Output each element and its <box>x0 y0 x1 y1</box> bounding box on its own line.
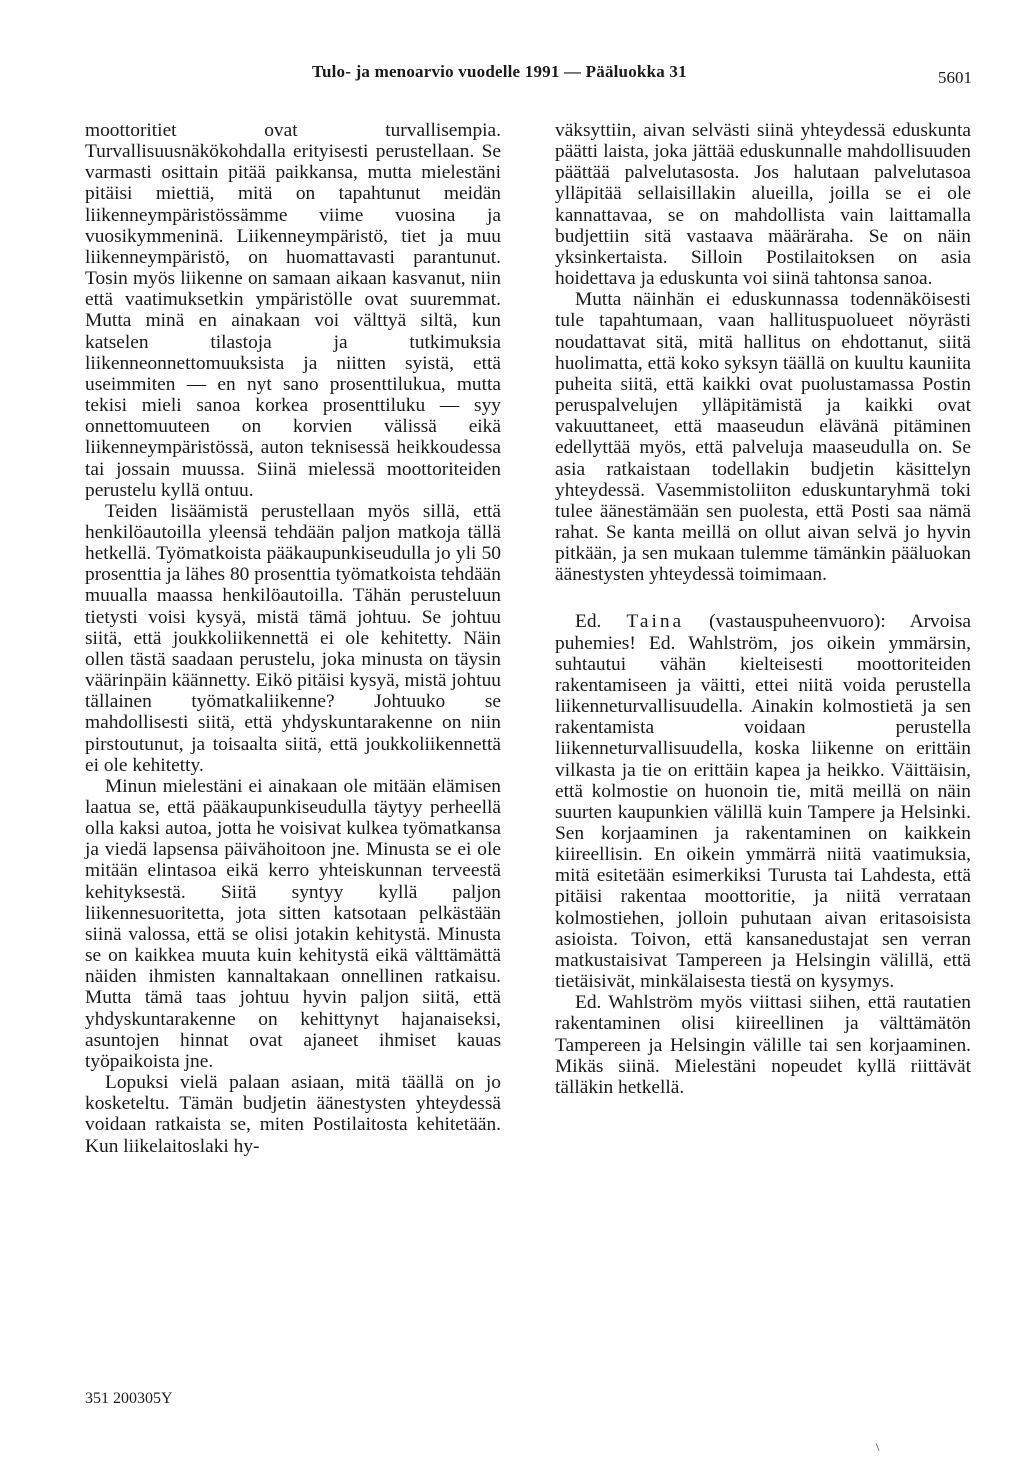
paragraph: Teiden lisäämistä perustellaan myös sillä, että henkilöautoilla yleensä tehdään paljon matkoja tällä hetkellä. Työmatkoista pääkaupunkiseudulla jo yli 50 prosenttia ja lähes 80 prosenttia työmatkoista tehdään muualla maassa henkilöautoilla. Tähän perusteluun tietysti voisi kysyä, mistä tämä johtuu. Se johtuu siitä, että joukkoliikennettä ei ole kehitetty. Näin ollen tästä saadaan perustelu, joka minusta on täysin väärinpäin käännetty. Eikö pitäisi kysyä, mistä johtuu tällainen työmatkaliikenne? Johtuuko se mahdollisesti siitä, että yhdyskuntarakenne on niin pirstoutunut, ja toisaalta siitä, että joukkoliikennettä ei ole kehitetty. <box>85 500 501 776</box>
paragraph: Ed. Wahlström myös viittasi siihen, että rautatien rakentaminen olisi kiireellinen ja välttämätön Tampereen ja Helsingin välille tai sen korjaaminen. Mikäs siinä. Mielestäni nopeudet kyllä riittävät tälläkin hetkellä. <box>555 992 971 1098</box>
stray-mark: \ <box>876 1440 880 1454</box>
print-code: 351 200305Y <box>85 1390 173 1407</box>
left-column <box>85 120 501 1157</box>
paragraph: väksyttiin, aivan selvästi siinä yhteydessä eduskunta päätti laista, joka jättää eduskunnalle mahdollisuuden päättää palvelutasosta. Jos halutaan palvelutasoa ylläpitää sellaisillakin alueilla, joilla se ei ole kannattavaa, se on mahdollista vain laittamalla budjettiin sitä vastaava määräraha. Se on näin yksinkertaista. Silloin Postilaitoksen on asia hoidettava ja eduskunta voi siinä tahtonsa sanoa. <box>555 120 971 290</box>
right-column <box>555 120 971 1098</box>
running-head: Tulo- ja menoarvio vuodelle 1991 — Pääluokka 31 <box>312 62 687 81</box>
page-number: 5601 <box>938 68 972 87</box>
speech-text: (vastauspuheenvuoro): Arvoisa puhemies! Ed. Wahlström, jos oikein ymmärsin, suhtautui vähän kielteisesti moottoriteiden rakentamiseen ja väitti, ettei niitä voida perustella liikenneturvallisuudella. Ainakin kolmostietä ja sen rakentamista voidaan perustella liikenneturvallisuudella, koska liikenne on erittäin vilkasta ja tie on erittäin kapea ja heikko. Väittäisin, että kolmostie on huonoin tie, mitä meillä on näin suurten kaupunkien välillä kuin Tampere ja Helsinki. Sen korjaaminen ja rakentaminen on kaikkein kiireellisin. En oikein ymmärrä niitä vaatimuksia, mitä esitetään esimerkiksi Turusta tai Lahdesta, että pitäisi rakentaa moottoritie, ja niitä verrataan kolmostiehen, jolloin puhutaan aivan eritasoisista asioista. Toivon, että kansanedustajat sen verran matkustaisivat Tampereen ja Helsingin välillä, että tietäisivät, minkälaisesta tiestä on kysymys. <box>555 611 971 993</box>
paragraph: Minun mielestäni ei ainakaan ole mitään elämisen laatua se, että pääkaupunkiseudulla täytyy perheellä olla kaksi autoa, jotta he voisivat kulkea työmatkansa ja viedä lapsensa päivähoitoon jne. Minusta se ei ole mitään elintasoa eikä kerro yhteiskunnan terveestä kehityksestä. Siitä syntyy kyllä paljon liikennesuoritetta, jota sitten katsotaan pelkästään siinä valossa, että se olisi jotakin kehitystä. Minusta se on kaikkea muuta kuin kehitystä eikä välttämättä näiden ihmisten kannaltakaan onnellinen ratkaisu. Mutta tämä taas johtuu hyvin paljon siitä, että yhdyskuntarakenne on kehittynyt hajanaiseksi, asuntojen hinnat ovat ajaneet ihmiset kauas työpaikoista jne. <box>85 775 501 1072</box>
speaker-prefix: Ed. <box>575 611 627 633</box>
paragraph: Mutta näinhän ei eduskunnassa todennäköisesti tule tapahtumaan, vaan hallituspuolueet nöyrästi noudattavat sitä, mitä hallitus on ehdottanut, siitä huolimatta, että koko syksyn täällä on kuultu kauniita puheita siitä, että kaikki ovat puolustamassa Postin peruspalvelujen ylläpitämistä ja kaikki ovat vakuuttaneet, että maaseudun elävänä pitäminen edellyttää myös, että palveluja maaseudulla on. Se asia ratkaistaan todellakin budjetin käsittelyn yhteydessä. Vasemmistoliiton eduskuntaryhmä toki tulee äänestämään sen puolesta, että Posti saa nämä rahat. Se kanta meillä on ollut aivan selvä jo hyvin pitkään, ja sen mukaan tulemme tämänkin pääluokan äänestysten yhteydessä toimimaan. <box>555 289 971 586</box>
speaker-name: Taina <box>626 611 685 633</box>
page-header <box>0 62 1024 92</box>
paragraph: moottoritiet ovat turvallisempia. Turvallisuusnäkökohdalla erityisesti perustellaan. Se varmasti osittain pitää paikkansa, mutta mielestäni pitäisi miettiä, mitä on tapahtunut meidän liikenneympäristössämme viime vuosina ja vuosikymmeninä. Liikenneympäristö, tiet ja muu liikenneympäristö, on huomattavasti parantunut. Tosin myös liikenne on samaan aikaan kasvanut, niin että vaatimuksetkin ympäristölle ovat suuremmat. Mutta minä en ainakaan voi välttyä siltä, kun katselen tilastoja ja tutkimuksia liikenneonnettomuuksista ja niitten syistä, että useimmiten — en nyt sano prosenttilukua, mutta tekisi mieli sanoa korkea prosenttiluku — syy onnettomuuteen on korvien välissä eikä liikenneympäristössä, auton teknisessä heikkoudessa tai jossain muussa. Siinä mielessä moottoriteiden perustelu kyllä ontuu. <box>85 120 501 501</box>
paragraph: Lopuksi vielä palaan asiaan, mitä täällä on jo kosketeltu. Tämän budjetin äänestysten yhteydessä voidaan ratkaista se, miten Postilaitosta kehitetään. Kun liikelaitoslaki hy- <box>85 1072 501 1157</box>
speech-paragraph <box>555 611 971 992</box>
